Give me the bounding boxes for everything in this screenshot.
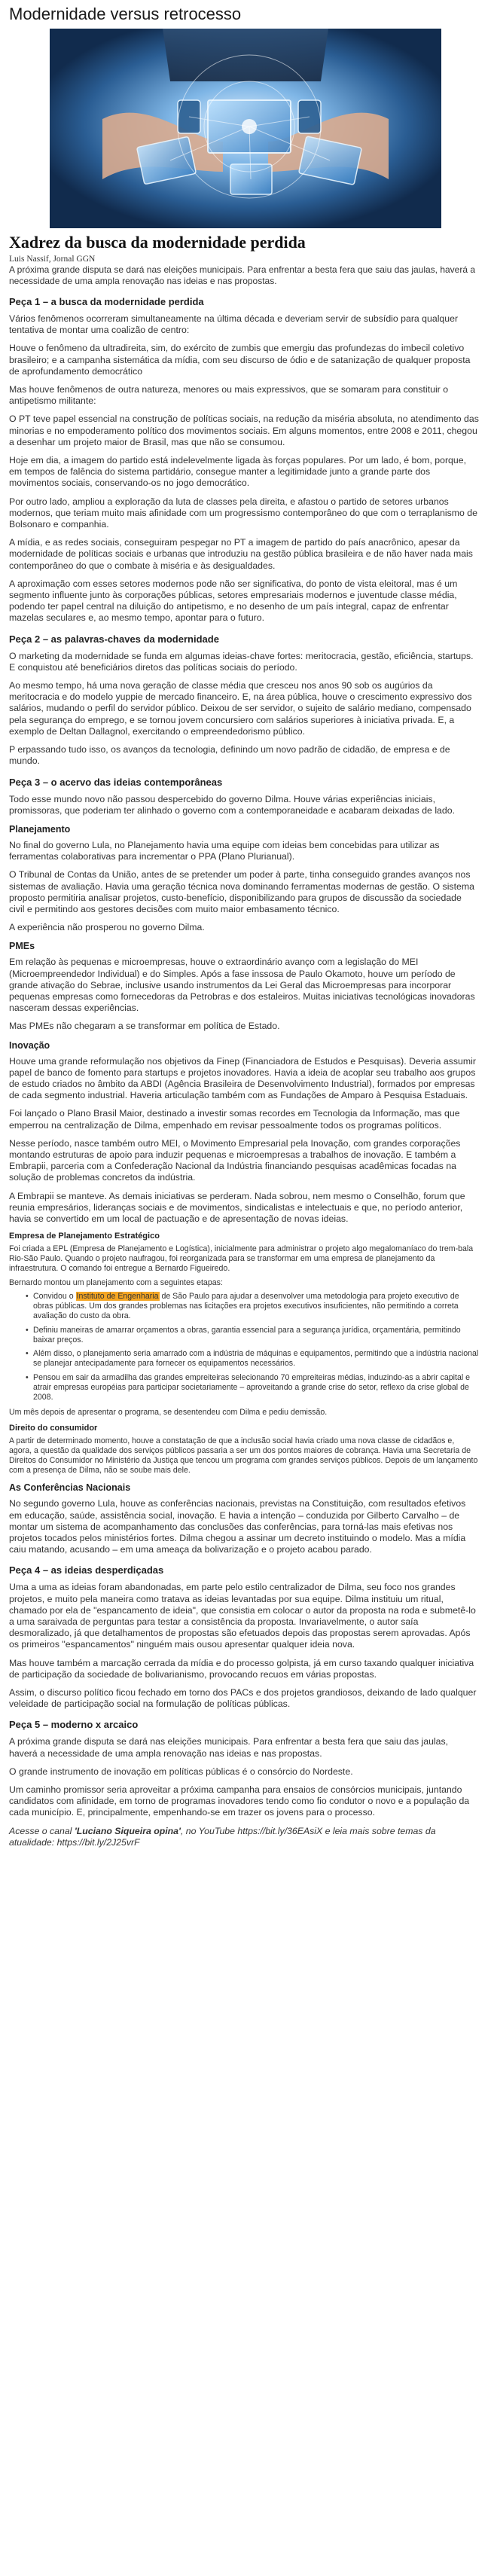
article-lead: A próxima grande disputa se dará nas eleições municipais. Para enfrentar a besta fera que saiu das jaulas, haverá a necessidade de uma ampla renovação nas ideias e nas propostas. [9,264,476,286]
paragraph: A aproximação com esses setores modernos pode não ser significativa, do ponto de vista eleitoral, mas é um segmento influente junto às corporações públicas, setores empresariais modernos e juventude classe média, podendo ter papel central na diluição do antipetismo, e no desenho de um país integral, capaz de enfrentar mazelas seculares e, ao mesmo tempo, apontar para o futuro. [9,578,458,624]
paragraph: Assim, o discurso político ficou fechado em torno dos PACs e dos projetos grandiosos, deixando de lado qualquer veleidade de participação social na formulação de políticas públicas. [9,1686,477,1710]
paragraph: O Tribunal de Contas da União, antes de se pretender um poder à parte, tinha conseguido grandes avanços nos sistemas de avaliação. Havia uma geração técnica nova dominando ferramentas modernas de gestão. O sistema proposto permitiria analisar projetos, custo-benefício, disponibilizando para grupos de discussão da sociedade civil e permitindo aos gestores decisões com muito maior embasamento técnico. [9,869,474,914]
paragraph: O marketing da modernidade se funda em algumas ideias-chave fortes: meritocracia, gestão, eficiência, startups. E conquistou até beneficiários diretos das políticas sociais do período. [9,650,474,673]
paragraph: A mídia, e as redes sociais, conseguiram pespegar no PT a imagem de partido do país anacrônico, apesar da modernidade de políticas sociais e urbanas que introduziu na gestão pública brasileira e de não haver nada mais contemporâneo do que o combate à miséria e às desigualdades. [9,537,473,571]
paragraph: Por outro lado, ampliou a exploração da luta de classes pela direita, e afastou o partido de setores urbanos modernos, que teriam muito mais afinidade com um progressismo contemporâneo do que com o terraplanismo de Bolsonaro e companhia. [9,496,477,530]
youtube-link[interactable]: https://bit.ly/36EAsiX [237,1825,323,1836]
list-item-text: Convidou o [33,1292,76,1302]
paragraph: Mas houve também a marcação cerrada da mídia e do processo golpista, já em curso taxando qualquer iniciativa de participação da sociedade de bolivarianismo, provocando recuos em várias propostas. [9,1657,474,1680]
article-title: Xadrez da busca da modernidade perdida [9,233,306,252]
paragraph: Nesse período, nasce também outro MEI, o Movimento Empresarial pela Inovação, com grandes corporações montando estruturas de apoio para induzir pequenas e microempresas a trabalhos de inovação. E também a Embrapii, parceria com a Confederação Nacional da Indústria financiando pesquisas acadêmicas focadas na solução de problemas concretos da indústria. [9,1137,461,1183]
paragraph: Uma a uma as ideias foram abandonadas, em parte pelo estilo centralizador de Dilma, seu foco nos grandes projetos, e muito pela maneira como tratava as ideias levantadas por sua equipe. Dilma instituiu um ritual, chamado por ela de "espancamento de ideia", que consistia em colocar o autor da proposta na roda e submetê-lo a uma saraivada de perguntas para testar a consistência da proposta. Invariavelmente, o autor saía desmoralizado, já que detalhamentos de propostas são efetuados depois das propostas serem aprovadas. Após os primeiros "espancamentos" ninguém mais ousou apresentar qualquer ideia nova. [9,1582,476,1650]
footer-text: Acesse o canal [9,1825,75,1836]
bullet-icon: • [26,1372,29,1382]
paragraph: Mas houve fenômenos de outra natureza, menores ou mais expressivos, que se somaram para constituir o antipetismo militante: [9,384,449,407]
paragraph: Em relação às pequenas e microempresas, houve o extraordinário avanço com a legislação do MEI (Microempreendedor Individual) e do Simples. Após a fase inssosa de Paulo Okamoto, houve um período de grande ativação do Sebrae, inclusive usando instrumentos da Lei Geral das Microempresas para incorporar pequenas empresas como fornecedoras da Petrobras e dos estaleiros. Muitas iniciativas tecnológicas inovadoras nasceram dessas experiências. [9,957,475,1014]
highlighted-text: Instituto de Engenharia [76,1292,159,1302]
footer-text: , no YouTube [180,1825,238,1836]
bullet-icon: • [26,1349,29,1359]
paragraph: Ao mesmo tempo, há uma nova geração de classe média que cresceu nos anos 90 sob os augúrios da meritocracia e do modelo yuppie de mercado financeiro. E, na área pública, houve o crescimento expressivo dos salários, mudando o perfil do servidor público. Deixou de ser servidor, o sujeito de salário mediano, compensado pela segurança do emprego, e se tornou jovem concursiero com salários superiores à iniciativa privada. E, a exemplo de Deltan Dallagnol, exercitando o empreendedorismo público. [9,680,472,737]
section-heading: Peça 5 – moderno x arcaico [9,1719,139,1731]
subsection-heading: Inovação [9,1039,50,1051]
article-link[interactable]: https://bit.ly/2J25vrF [56,1836,140,1848]
article-body [6,296,485,1848]
paragraph: Bernardo montou um planejamento com a seguintes etapas: [9,1277,223,1287]
list-item [26,1326,479,1345]
subsection-heading: Direito do consumidor [9,1424,98,1433]
bullet-list [9,1292,479,1402]
subsection-heading: Planejamento [9,823,71,835]
section-heading: Peça 3 – o acervo das ideias contemporâneas [9,776,223,788]
bullet-icon: • [26,1325,29,1335]
paragraph: No final do governo Lula, no Planejamento havia uma equipe com ideias bem concebidas para utilizar as ferramentas colaborativas para incrementar o PPA (Plano Plurianual). [9,839,440,862]
section-heading: Peça 4 – as ideias desperdiçadas [9,1564,164,1576]
subsection-heading: PMEs [9,941,35,952]
paragraph: Foi lançado o Plano Brasil Maior, destinado a investir somas recordes em Tecnologia da Informação, mas que emperrou na centralização de Dilma, empenhado em revisar pessoalmente todos os programas políticos. [9,1108,460,1131]
hero-image [50,29,441,228]
paragraph: Um caminho promissor seria aproveitar a próxima campanha para ensaios de consórcios municipais, juntando candidatos com afinidade, em torno de programas inovadores tendo como fio condutor o novo e a população da cada município. E, principalmente, empenhando-se em trazer os jovens para o processo. [9,1784,470,1818]
paragraph: Todo esse mundo novo não passou despercebido do governo Dilma. Houve várias experiências iniciais, promissoras, que poderiam ter alinhado o governo com a contemporaneidade e acabaram deixadas de lado. [9,793,455,816]
paragraph: Vários fenômenos ocorreram simultaneamente na última década e deveriam servir de subsídio para qualquer tentativa de montar uma coalizão de centro: [9,313,459,336]
section-heading: Peça 2 – as palavras-chaves da modernidade [9,633,219,645]
article-author: Luis Nassif, Jornal GGN [9,255,96,264]
paragraph: A experiência não prosperou no governo Dilma. [9,922,205,933]
paragraph: A partir de determinado momento, houve a constatação de que a inclusão social havia criado uma nova classe de cidadãos e, agora, a questão da qualidade dos serviços públicos passaria a ser um dos pontos maiores de cobrança. Havia uma Secretaria de Direitos do Consumidor no Ministério da Justiça que tencou um programa com grandes serviços públicos. Depois de um lançamento com a presença de Dilma, não se soube mais dele. [9,1436,478,1475]
section-heading: Peça 1 – a busca da modernidade perdida [9,296,204,307]
subsection-heading: Empresa de Planejamento Estratégico [9,1232,160,1241]
paragraph: No segundo governo Lula, houve as conferências nacionais, previstas na Constituição, com resultados efetivos em educação, saúde, assistência social, inovação. E havia a intenção – conduzida por Gilberto Carvalho – de montar um sistema de acompanhamento das conclusões das conferências, para torná-las mais efetivas nos projetos tocados pelos ministérios fortes. Dilma chegou a assinar um decreto instituindo o modelo. Mas a mídia caiu matando, acusando – em uma ameaça da bolivarização e o projeto acabou parado. [9,1498,466,1555]
list-item-text: Definiu maneiras de amarrar orçamentos a obras, garantia essencial para a segurança jurídica, orçamentária, permitindo baixar preços. [33,1325,461,1344]
paragraph: Mas PMEs não chegaram a se transformar em política de Estado. [9,1021,280,1032]
paragraph: Foi criada a EPL (Empresa de Planejamento e Logística), inicialmente para administrar o projeto algo megalomaníaco do trem-bala Rio-São Paulo. Quando o projeto naufragou, foi reorganizada para se transformar em uma empresa de planejamento da infraestrutura. O comando foi entregue a Bernardo Figueiredo. [9,1244,474,1273]
paragraph: Hoje em dia, a imagem do partido está indelevelmente ligada às forças populares. Por um lado, é bom, porque, em tempos de falência do sistema partidário, consegue manter a legitimidade junto a grande parte dos movimentos sociais, conservando-os no jogo democrático. [9,455,466,489]
channel-name: 'Luciano Siqueira opina' [74,1825,181,1836]
paragraph: P erpassando tudo isso, os avanços da tecnologia, definindo um novo padrão de cidadão, de empresa e de mundo. [9,744,450,767]
paragraph: A Embrapii se manteve. As demais iniciativas se perderam. Nada sobrou, nem mesmo o Conselhão, forum que reunia empresários, lideranças sociais e de movimentos, sindicalistas e intelectuais e que, no período anterior, havia se convertido em um local de pactuação e de apresentação de novas ideias. [9,1190,465,1224]
list-item [26,1292,479,1320]
footer-credit [9,1826,479,1848]
paragraph: A próxima grande disputa se dará nas eleições municipais. Para enfrentar a besta fera que saiu das jaulas, haverá a necessidade de uma ampla renovação nas ideias e nas propostas. [9,1736,449,1759]
list-item [26,1373,479,1402]
paragraph: Um mês depois de apresentar o programa, se desentendeu com Dilma e pediu demissão. [9,1408,328,1418]
footer-text: e leia mais sobre temas da atualidade: [9,1825,436,1848]
bullet-icon: • [26,1292,29,1302]
page-title: Modernidade versus retrocesso [9,5,242,23]
subsection-heading: As Conferências Nacionais [9,1482,131,1494]
paragraph: Houve uma grande reformulação nos objetivos da Finep (Financiadora de Estudos e Pesquisas). Deveria assumir papel de banco de fomento para startups e projetos inovadores. Havia a ideia de acoplar seu trabalho aos grupos de estudo criados no âmbito da ABDI (Agência Brasileira de Desenvolvimento Industrial), formados por empresas de cada segmento industrial. Haveria articulação também com as Fundações de Amparo à Pesquisa Estaduais. [9,1055,476,1101]
paragraph: O PT teve papel essencial na construção de políticas sociais, na redução da miséria absoluta, no atendimento das minorias e no empoderamento político dos movimentos sociais. Em alguns momentos, entre 2008 e 2011, chegou a desenhar um projeto maior de Brasil, mas que não se consumou. [9,414,479,447]
list-item-text: de São Paulo para ajudar a desenvolver uma metodologia para projeto executivo de obras públicas. Um dos grandes problemas nas licitações era projetos executivos insuficientes, não permitindo a correta avaliação do custo da obra. [33,1292,459,1320]
paragraph: O grande instrumento de inovação em políticas públicas é o consórcio do Nordeste. [9,1766,353,1777]
list-item [26,1349,479,1369]
list-item-text: Além disso, o planejamento seria amarrado com a indústria de máquinas e equipamentos, permitindo que a indústria nacional se planejar antecipadamente para fornecer os equipamentos necessários. [33,1349,479,1369]
list-item-text: Pensou em sair da armadilha das grandes empreiteiras selecionando 70 empreiteiras médias, induzindo-as a abrir capital e atrair empresas européias para participar societariamente – aproveitando a grande crise do setor, reflexo da crise global de 2008. [33,1372,471,1402]
paragraph: Houve o fenômeno da ultradireita, sim, do exército de zumbis que emergiu das profundezas do imbecil coletivo brasileiro; e a campanha sistemática da mídia, com seu discurso de ódio e de satanização de qualquer proposta de aprofundamento democrático [9,343,471,377]
